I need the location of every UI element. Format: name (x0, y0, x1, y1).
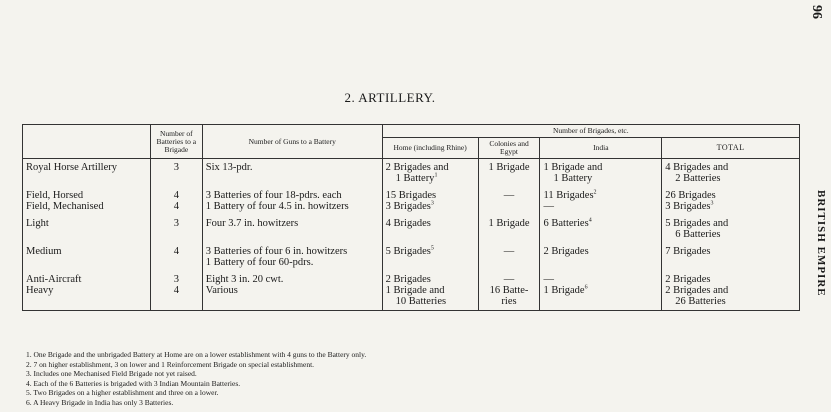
total-cell (662, 215, 800, 243)
total-value-text: 6 Batteries (675, 229, 721, 240)
india-value (543, 274, 658, 285)
india-header: India (540, 138, 662, 159)
guns-value: 3 Batteries of four 18-pdrs. each (205, 190, 342, 201)
batteries-value: 4 (173, 190, 179, 201)
india-value-text: 1 Brigade (543, 285, 585, 296)
colonies-value: — (503, 246, 515, 257)
footnote-ref: 6 (584, 284, 588, 291)
home-value (386, 173, 475, 184)
india-value-text: 1 Brigade and (543, 162, 603, 173)
footnote: 4. Each of the 6 Batteries is brigaded with 3 Indian Mountain Batteries. (26, 378, 241, 388)
colonies-value: 16 Batte- (489, 285, 529, 296)
total-value-text: 5 Brigades and (665, 218, 729, 229)
india-value (543, 162, 658, 173)
batteries-cell (150, 243, 202, 271)
india-value-text: — (543, 274, 554, 285)
india-value-text: 6 Batteries (543, 218, 589, 229)
india-value (543, 201, 658, 212)
india-cell (540, 215, 662, 243)
home-value-text: 4 Brigades (385, 218, 431, 229)
batteries-value: 3 (173, 162, 179, 173)
home-header: Home (including Rhine) (382, 138, 478, 159)
footnote-ref: 2 (593, 189, 597, 196)
india-value (543, 218, 658, 229)
home-value (386, 190, 475, 201)
guns-cell (202, 243, 382, 271)
home-value-text: 5 Brigades (385, 246, 431, 257)
home-value-text: 2 Brigades and (385, 162, 449, 173)
colonies-value: 1 Brigade (488, 162, 530, 173)
home-cell (382, 159, 478, 188)
total-value (665, 285, 796, 296)
colonies-cell (478, 215, 540, 243)
home-cell (382, 215, 478, 243)
home-value (386, 296, 475, 307)
footnote: 3. Includes one Mechanised Field Brigade not yet raised. (26, 369, 197, 378)
batteries-cell (150, 271, 202, 311)
footnote-ref: 3 (430, 200, 434, 207)
colonies-cell (478, 159, 540, 188)
table-row (23, 159, 800, 188)
total-value (665, 218, 796, 229)
home-value-text: 3 Brigades (385, 201, 431, 212)
unit-cell (23, 243, 151, 271)
india-value-text: 2 Brigades (543, 246, 589, 257)
guns-cell (202, 159, 382, 188)
guns-header: Number of Guns to a Battery (202, 125, 382, 159)
total-value-text: 26 Batteries (675, 296, 726, 307)
guns-cell (202, 187, 382, 215)
batteries-value: 4 (173, 246, 179, 257)
footnotes (26, 350, 366, 407)
total-value-text: 3 Brigades (665, 201, 711, 212)
batteries-value: 3 (173, 218, 179, 229)
unit-name: Heavy (26, 285, 54, 296)
total-value (665, 173, 796, 184)
page-number: 96 (809, 5, 824, 19)
total-header: TOTAL (662, 138, 800, 159)
guns-cell (202, 215, 382, 243)
total-cell (662, 187, 800, 215)
table-body (23, 159, 800, 311)
running-title: BRITISH EMPIRE (815, 190, 827, 297)
total-value-text: 4 Brigades and (665, 162, 729, 173)
guns-value: Four 3.7 in. howitzers (205, 218, 299, 229)
table-row (23, 243, 800, 271)
total-cell (662, 271, 800, 311)
home-cell (382, 187, 478, 215)
india-value-text: — (543, 201, 554, 212)
footnote-ref: 5 (430, 245, 434, 252)
guns-value: 1 Battery of four 4.5 in. howitzers (205, 201, 349, 212)
unit-cell (23, 215, 151, 243)
guns-value: Eight 3 in. 20 cwt. (205, 274, 284, 285)
footnote: 5. Two Brigades on a higher establishment and three on a lower. (26, 388, 219, 397)
colonies-value: — (503, 190, 515, 201)
table-row (23, 215, 800, 243)
colonies-header: Colonies and Egypt (478, 138, 540, 159)
total-value (665, 201, 796, 212)
home-value-text: 2 Brigades (385, 274, 431, 285)
india-value-text: 11 Brigades (543, 190, 594, 201)
india-value-text: 1 Battery (553, 173, 593, 184)
colonies-cell (478, 271, 540, 311)
colonies-value: ries (501, 296, 517, 307)
unit-name: Royal Horse Artillery (26, 162, 117, 173)
unit-cell (23, 271, 151, 311)
table-row (23, 271, 800, 311)
total-value (665, 162, 796, 173)
unit-name: Field, Mechanised (26, 201, 104, 212)
colonies-cell (478, 187, 540, 215)
footnote: 6. A Heavy Brigade in India has only 3 Batteries. (26, 397, 174, 407)
total-value-text: 26 Brigades (665, 190, 716, 201)
home-value (386, 274, 475, 285)
unit-header (23, 125, 151, 159)
total-cell (662, 243, 800, 271)
home-cell (382, 271, 478, 311)
footnote-ref: 3 (710, 200, 714, 207)
table-row (23, 187, 800, 215)
home-value (386, 218, 475, 229)
home-cell (382, 243, 478, 271)
batteries-cell (150, 159, 202, 188)
artillery-table (22, 124, 800, 311)
batteries-cell (150, 215, 202, 243)
india-cell (540, 187, 662, 215)
total-value-text: 2 Brigades and (665, 285, 729, 296)
unit-cell (23, 159, 151, 188)
india-value (543, 285, 658, 296)
home-value-text: 1 Battery (395, 173, 435, 184)
guns-value: Six 13-pdr. (205, 162, 253, 173)
footnote-ref: 4 (588, 217, 592, 224)
footnote: 1. One Brigade and the unbrigaded Battery at Home are on a lower establishment with 4 guns to the Battery only. (26, 350, 367, 359)
footnote-ref: 1 (434, 172, 438, 179)
unit-name: Medium (26, 246, 62, 257)
india-value (543, 246, 658, 257)
unit-name: Field, Horsed (26, 190, 84, 201)
india-cell (540, 271, 662, 311)
unit-cell (23, 187, 151, 215)
batteries-header: Number of Batteries to a Brigade (150, 125, 202, 159)
total-value-text: 2 Batteries (675, 173, 721, 184)
section-title: 2. ARTILLERY. (344, 90, 436, 105)
colonies-cell (478, 243, 540, 271)
india-cell (540, 159, 662, 188)
total-value (665, 190, 796, 201)
india-value (543, 173, 658, 184)
total-value-text: 7 Brigades (665, 246, 711, 257)
total-value-text: 2 Brigades (665, 274, 711, 285)
home-value-text: 1 Brigade and (385, 285, 445, 296)
total-cell (662, 159, 800, 188)
batteries-value: 3 (173, 274, 179, 285)
unit-name: Light (26, 218, 49, 229)
total-value (665, 229, 796, 240)
home-value (386, 162, 475, 173)
total-value (665, 246, 796, 257)
home-value (386, 285, 475, 296)
total-value (665, 274, 796, 285)
colonies-value: — (503, 274, 515, 285)
total-value (665, 296, 796, 307)
home-value-text: 15 Brigades (385, 190, 437, 201)
batteries-value: 4 (173, 285, 179, 296)
guns-value: 3 Batteries of four 6 in. howitzers (205, 246, 348, 257)
india-value (543, 190, 658, 201)
colonies-value (482, 201, 537, 212)
brigades-group-header: Number of Brigades, etc. (382, 125, 799, 138)
home-value-text: 10 Batteries (395, 296, 447, 307)
india-cell (540, 243, 662, 271)
colonies-value: 1 Brigade (488, 218, 530, 229)
footnote: 2. 7 on higher establishment, 3 on lower and 1 Reinforcement Brigade on special establishment. (26, 359, 315, 369)
guns-value: 1 Battery of four 60-pdrs. (205, 257, 314, 268)
guns-value: Various (205, 285, 238, 296)
home-value (386, 246, 475, 257)
guns-cell (202, 271, 382, 311)
unit-name: Anti-Aircraft (26, 274, 82, 285)
home-value (386, 201, 475, 212)
batteries-value: 4 (173, 201, 179, 212)
batteries-cell (150, 187, 202, 215)
